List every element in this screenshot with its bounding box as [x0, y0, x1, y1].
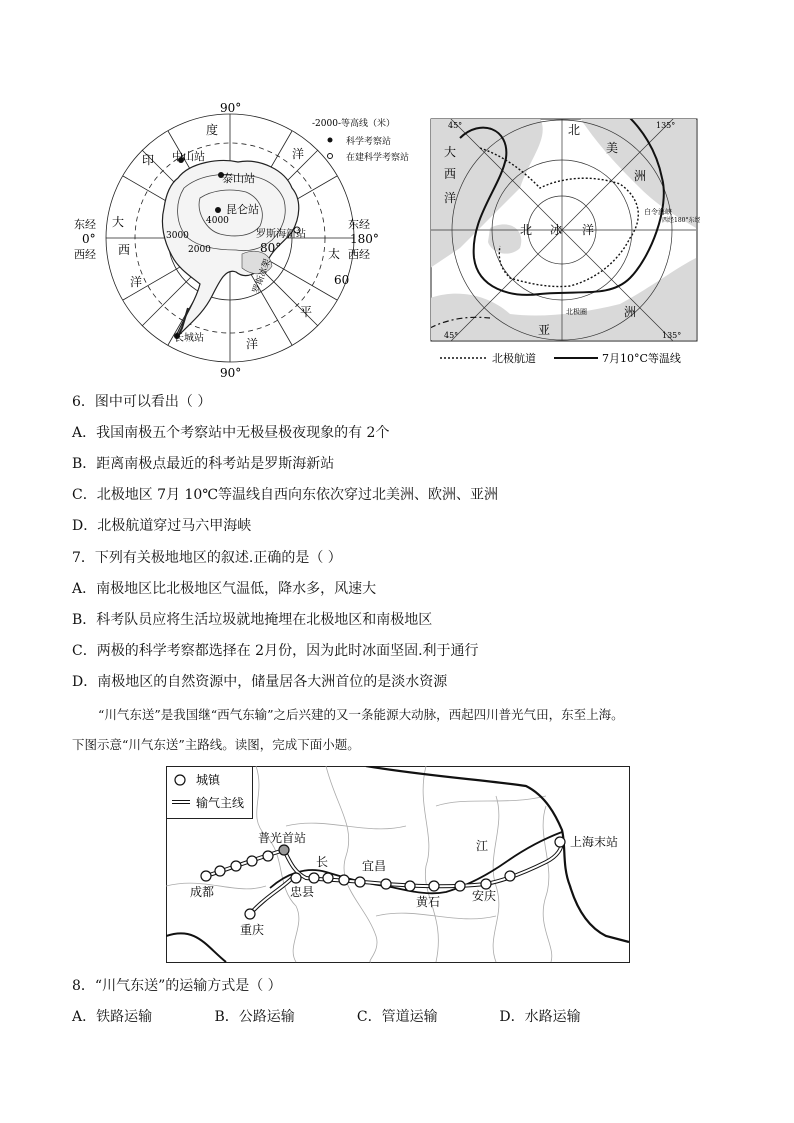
station-kunlun: 昆仑站: [226, 203, 259, 216]
left-west: 西经: [74, 248, 96, 261]
contour-4000: 4000: [206, 216, 229, 226]
q6-option-c[interactable]: C．北极地区 7月 10℃等温线自西向东依次穿过北美洲、欧洲、亚洲: [72, 487, 498, 503]
city-yichang: 宜昌: [362, 859, 387, 873]
deg-135-tr: 135°: [656, 121, 676, 130]
passage-line-2: 下图示意“川气东送”主路线。读图，完成下面小题。: [72, 737, 360, 752]
arctic-char-xi: 西: [444, 167, 457, 181]
contour-2000: 2000: [188, 245, 211, 255]
ocean-char-tai: 太: [328, 247, 341, 261]
arctic-map: [430, 118, 700, 368]
q6-option-a[interactable]: A．我国南极五个考察站中无极昼极夜现象的有 2个: [72, 425, 390, 441]
ocean-char-da: 大: [112, 215, 125, 229]
ross-shelf-label: 罗斯冰架: [251, 257, 274, 296]
pipeline-map: [166, 766, 630, 964]
ocean-char-xi: 西: [118, 243, 131, 257]
legend-contour: -2000-等高线（米）: [312, 119, 395, 129]
arctic-char-ya: 亚: [538, 323, 551, 337]
lat-80: 80°: [260, 241, 282, 255]
city-puguang: 普光首站: [258, 831, 307, 845]
legend-station: 科学考察站: [346, 137, 392, 147]
arctic-circle-label: 北极圈: [566, 308, 587, 316]
city-chongqing: 重庆: [240, 923, 265, 937]
q7-option-a[interactable]: A．南极地区比北极地区气温低，降水多，风速大: [72, 581, 377, 597]
left-0: 0°: [82, 232, 96, 246]
lat-60: 60: [334, 273, 350, 287]
antarctic-map: [60, 100, 430, 380]
station-changcheng: 长城站: [174, 333, 204, 344]
legend-route: 北极航道: [492, 352, 536, 365]
right-west: 西经: [348, 248, 370, 261]
legend-pipe: 输气主线: [196, 796, 245, 810]
bering-label: 白令海峡: [644, 208, 672, 216]
station-taishan: 泰山站: [222, 172, 255, 185]
deg-45-bl: 45°: [444, 331, 459, 340]
q7-stem: 7．下列有关极地地区的叙述.正确的是（ ）: [72, 550, 342, 566]
ocean-char-yang3: 洋: [246, 337, 259, 351]
city-huangshi: 黄石: [416, 895, 441, 909]
q7-option-b[interactable]: B．科考队员应将生活垃圾就地掩埋在北极地区和南极地区: [72, 612, 433, 628]
arctic-char-mei: 美: [606, 141, 619, 155]
passage: [72, 705, 722, 755]
q6-stem: 6．图中可以看出（ ）: [72, 394, 212, 410]
q7-option-c[interactable]: C．两极的科学考察都选择在 2月份，因为此时冰面坚固.利于通行: [72, 643, 479, 659]
q8-stem: 8．“川气东送”的运输方式是（ ）: [72, 978, 282, 994]
arctic-char-da: 大: [444, 145, 457, 159]
arctic-char-yang2: 洋: [582, 223, 595, 237]
q6-option-d[interactable]: D．北极航道穿过马六甲海峡: [72, 518, 252, 534]
city-shanghai: 上海末站: [570, 835, 619, 849]
q8-option-d[interactable]: D．水路运输: [499, 1009, 581, 1025]
q6-option-b[interactable]: B．距离南极点最近的科考站是罗斯海新站: [72, 456, 335, 472]
city-chengdu: 成都: [190, 885, 215, 899]
deg-45-tl: 45°: [448, 121, 463, 130]
legend-building-station: 在建科学考察站: [346, 153, 410, 163]
q8-options: [72, 1006, 581, 1026]
legend-isotherm: 7月10°C等温线: [602, 352, 681, 365]
q7-option-d[interactable]: D．南极地区的自然资源中，储量居各大洲首位的是淡水资源: [72, 674, 448, 690]
q8-option-c[interactable]: C．管道运输: [356, 1009, 438, 1025]
q8-option-b[interactable]: B．公路运输: [214, 1009, 295, 1025]
city-anqing: 安庆: [472, 889, 497, 903]
bottom-90: 90°: [220, 366, 242, 380]
station-luosihai: 罗斯海新站: [256, 229, 306, 240]
ocean-char-ping: 平: [300, 305, 313, 319]
legend-town: 城镇: [196, 773, 221, 787]
left-east: 东经: [74, 218, 96, 231]
ocean-char-yin: 印: [142, 153, 155, 167]
river-char-jiang: 江: [476, 839, 489, 853]
lon180-label: 西经180°东经: [662, 217, 700, 224]
deg-135-br: 135°: [662, 331, 682, 340]
ocean-char-yang1: 洋: [292, 147, 305, 161]
arctic-char-bei2: 北: [520, 223, 533, 237]
top-90: 90°: [220, 101, 242, 115]
right-east: 东经: [348, 218, 370, 231]
ocean-char-du: 度: [206, 123, 219, 137]
arctic-char-yang1: 洋: [444, 191, 457, 205]
river-char-chang: 长: [316, 855, 329, 869]
city-zhongxian: 忠县: [290, 885, 315, 899]
station-zhongshan: 中山站: [172, 150, 205, 163]
q8-option-a[interactable]: A．铁路运输: [72, 1009, 153, 1025]
ocean-char-yang2: 洋: [130, 275, 143, 289]
arctic-char-zhou1: 洲: [634, 169, 647, 183]
arctic-char-bing: 冰: [550, 223, 563, 237]
passage-line-1: “川气东送”是我国继“西气东输”之后兴建的又一条能源大动脉，西起四川普光气田，东至上海。: [98, 707, 624, 722]
right-180: 180°: [350, 232, 379, 246]
arctic-char-bei1: 北: [568, 123, 581, 137]
contour-3000: 3000: [166, 231, 189, 241]
arctic-char-zhou2: 洲: [624, 305, 637, 319]
